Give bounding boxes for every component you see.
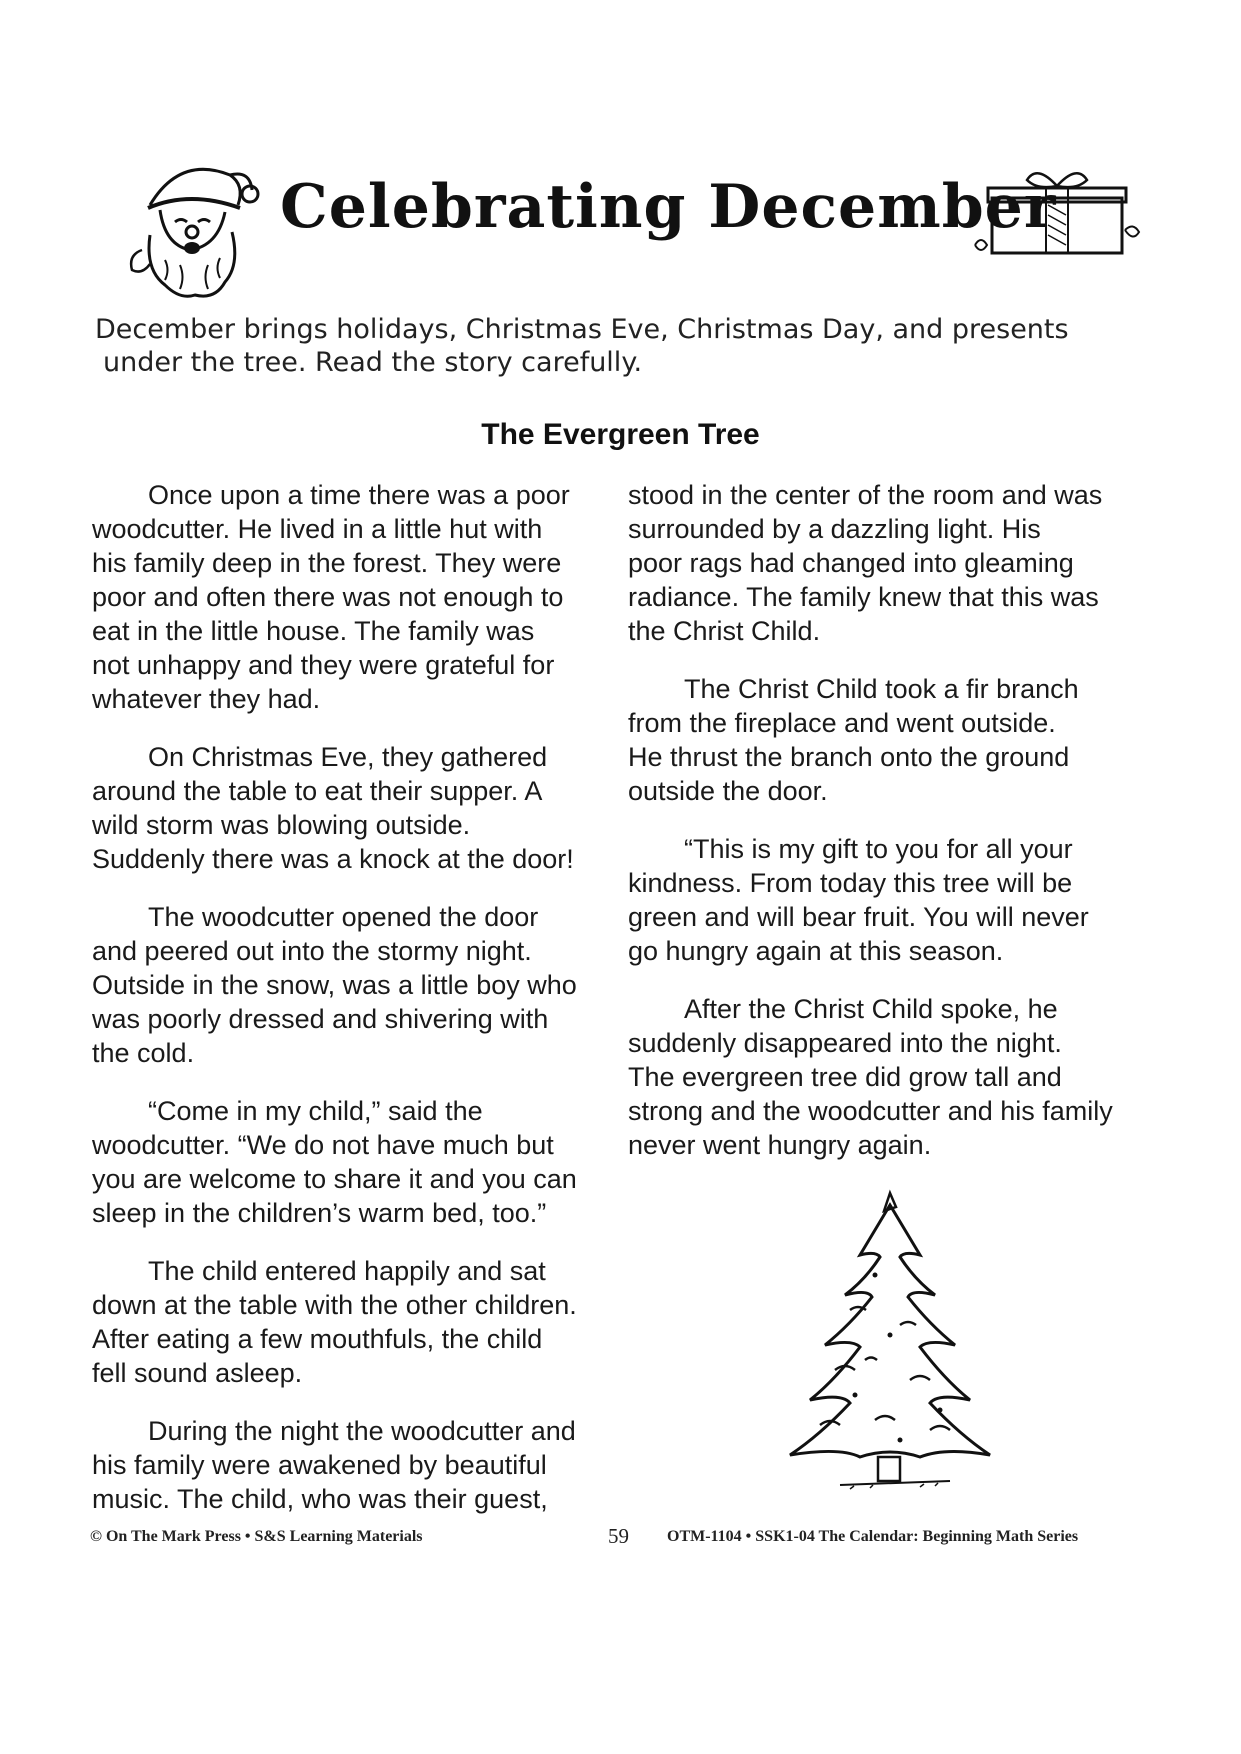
story-line: kindness. From today this tree will be [628,868,1073,898]
story-line: He thrust the branch onto the ground [628,742,1070,772]
story-line: radiance. The family knew that this was [628,582,1099,612]
story-line: sleep in the children’s warm bed, too.” [92,1198,547,1228]
story-line: On Christmas Eve, they gathered [148,742,548,772]
story-line: was poorly dressed and shivering with [92,1004,549,1034]
story-line: Once upon a time there was a poor [148,480,570,510]
story-line: The woodcutter opened the door [148,902,539,932]
story-line: Outside in the snow, was a little boy who [92,970,577,1000]
story-line: whatever they had. [92,684,321,714]
footer-publisher: © On The Mark Press • S&S Learning Materials [90,1528,423,1545]
story-paragraph [628,832,1148,968]
story-line: surrounded by a dazzling light. His [628,514,1041,544]
story-line: the Christ Child. [628,616,821,646]
story-paragraph [628,478,1148,648]
gift-icon [970,160,1145,260]
story-line: woodcutter. He lived in a little hut with [92,514,543,544]
intro-line: under the tree. Read the story carefully. [103,347,643,378]
story-paragraph [92,1254,622,1390]
story-line: not unhappy and they were grateful for [92,650,555,680]
header [120,150,1140,300]
story-line: the cold. [92,1038,195,1068]
story-line: fell sound asleep. [92,1358,303,1388]
story-line: Suddenly there was a knock at the door! [92,844,574,874]
intro-line: December brings holidays, Christmas Eve, Christmas Day, and presents [95,314,1069,345]
story-line: poor rags had changed into gleaming [628,548,1074,578]
story-line: never went hungry again. [628,1130,932,1160]
story-line: The child entered happily and sat [148,1256,546,1286]
story-line: eat in the little house. The family was [92,616,535,646]
story-paragraph [92,740,622,876]
story-paragraph [92,478,622,716]
story-line: green and will bear fruit. You will never [628,902,1089,932]
story-line: stood in the center of the room and was [628,480,1103,510]
story-line: After the Christ Child spoke, he [684,994,1058,1024]
story-line: around the table to eat their supper. A [92,776,543,806]
page-number: 59 [608,1524,629,1548]
story-line: music. The child, who was their guest, [92,1484,548,1514]
story-line: outside the door. [628,776,828,806]
story-paragraph [92,1414,622,1516]
story-line: from the fireplace and went outside. [628,708,1056,738]
story-line: During the night the woodcutter and [148,1416,576,1446]
story-line: down at the table with the other children. [92,1290,577,1320]
story-line: suddenly disappeared into the night. [628,1028,1062,1058]
christmas-tree-icon [780,1185,1000,1515]
story-paragraph [628,992,1148,1162]
story-line: The evergreen tree did grow tall and [628,1062,1062,1092]
story-line: strong and the woodcutter and his family [628,1096,1113,1126]
story-line: his family deep in the forest. They were [92,548,562,578]
story-line: After eating a few mouthfuls, the child [92,1324,543,1354]
page-title: Celebrating December [280,172,1057,242]
story-line: go hungry again at this season. [628,936,1004,966]
story-line: and peered out into the stormy night. [92,936,532,966]
story-line: poor and often there was not enough to [92,582,564,612]
story-column-right [628,478,1148,1186]
story-line: woodcutter. “We do not have much but [92,1130,554,1160]
story-line: “Come in my child,” said the [148,1096,483,1126]
story-line: his family were awakened by beautiful [92,1450,547,1480]
story-line: wild storm was blowing outside. [92,810,471,840]
story-title: The Evergreen Tree [481,418,760,451]
footer-series: OTM-1104 • SSK1-04 The Calendar: Beginning Math Series [667,1528,1079,1545]
story-paragraph [628,672,1148,808]
story-paragraph [92,1094,622,1230]
story-line: The Christ Child took a fir branch [684,674,1079,704]
story-line: you are welcome to share it and you can [92,1164,577,1194]
story-line: “This is my gift to you for all your [684,834,1073,864]
story-paragraph [92,900,622,1070]
santa-icon [120,150,260,300]
story-column-left [92,478,622,1540]
intro-text [95,313,1095,379]
